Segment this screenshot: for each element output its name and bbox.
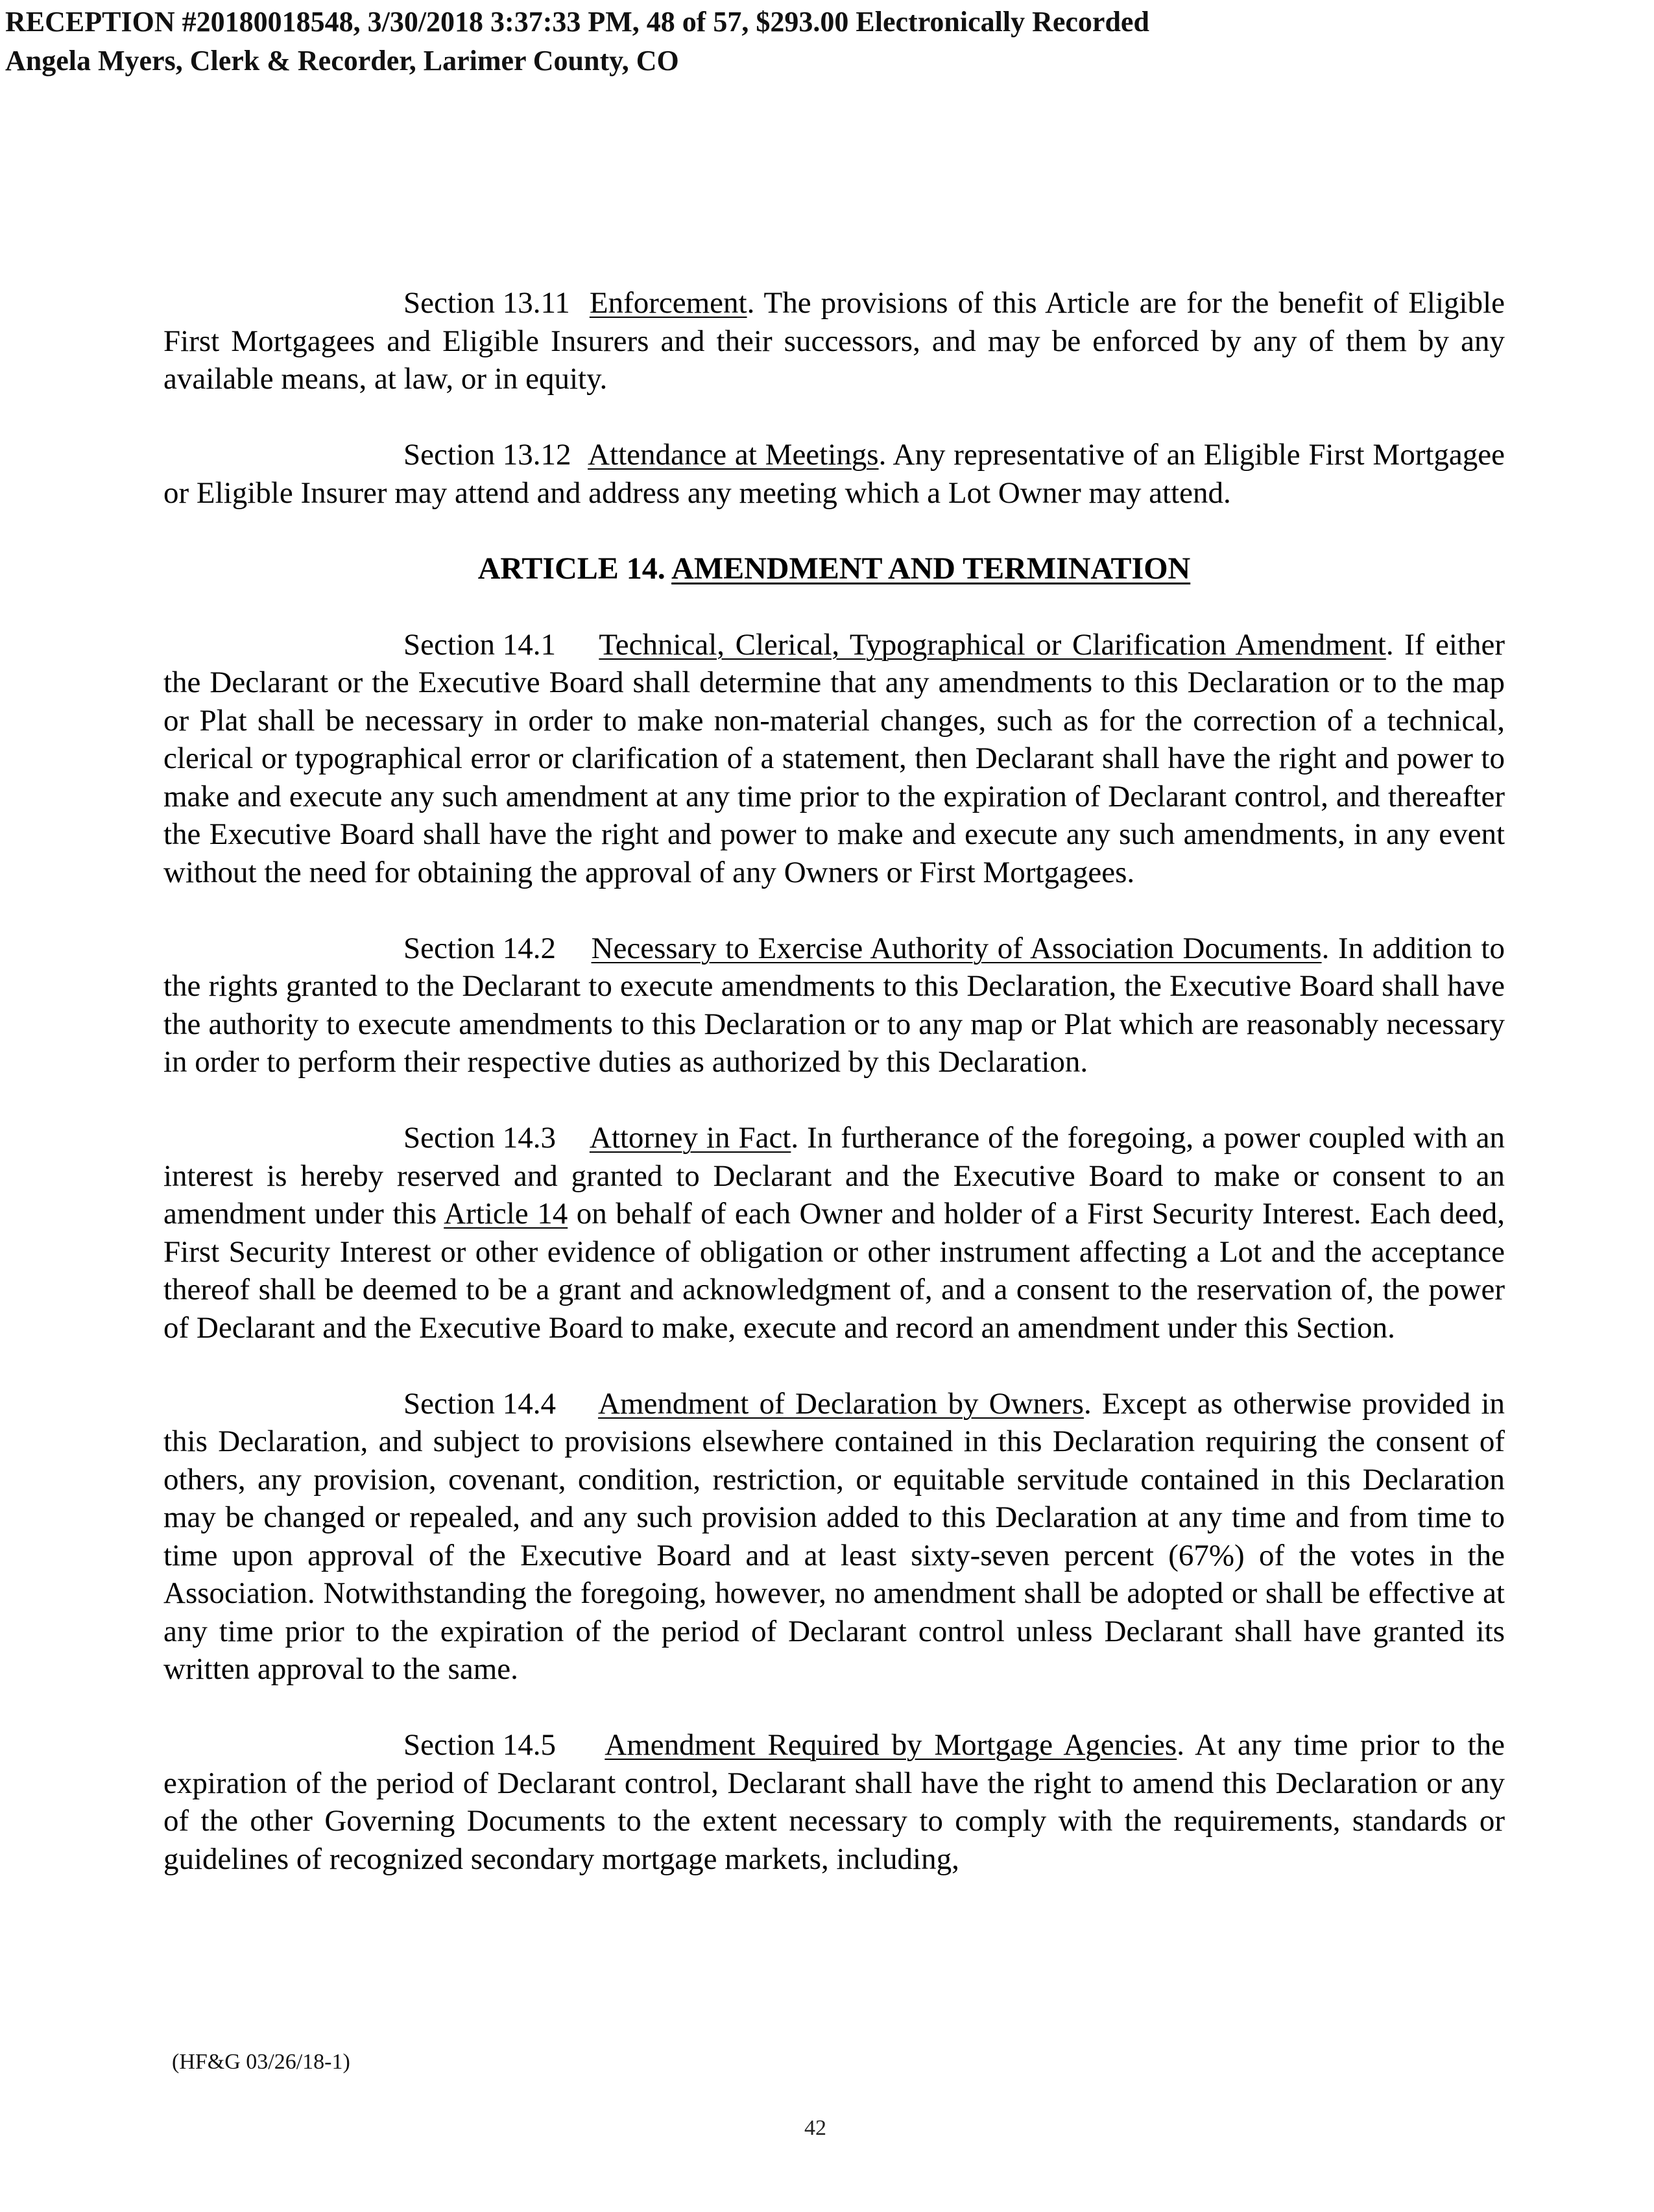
section-number: Section 14.4 xyxy=(403,1386,556,1421)
section-title: Enforcement xyxy=(589,286,747,320)
section-number: Section 14.2 xyxy=(403,931,556,965)
section-number: Section 13.12 xyxy=(403,438,571,472)
section-13-12 xyxy=(163,436,1505,512)
section-text: . Any representative of an Eligible First Mortgagee or Eligible Insurer may attend and address any meeting which a Lot Owner may attend. xyxy=(163,438,1505,510)
article-prefix: ARTICLE 14. xyxy=(477,551,672,586)
section-title: Attorney in Fact xyxy=(589,1121,791,1155)
recording-stamp xyxy=(5,3,1149,80)
recording-stamp-line-2: Angela Myers, Clerk & Recorder, Larimer County, CO xyxy=(5,45,679,77)
page-number: 42 xyxy=(804,2116,826,2140)
section-14-3 xyxy=(163,1119,1505,1347)
section-title: Amendment of Declaration by Owners xyxy=(598,1386,1084,1421)
article-14-heading xyxy=(163,550,1505,588)
section-text: . If either the Declarant or the Executive Board shall determine that any amendments to this Declaration or to the map or Plat shall be necessary in order to make non-material changes, such as for the correction of a technical, clerical or typographical error or clarification of a statement, then Declarant shall have the right and power to make and execute any such amendment at any time prior to the expiration of Declarant control, and thereafter the Executive Board shall have the right and power to make and execute any such amendments, in any event without the need for obtaining the approval of any Owners or First Mortgagees. xyxy=(163,627,1505,889)
section-title: Technical, Clerical, Typographical or Clarification Amendment xyxy=(599,627,1386,662)
section-14-2 xyxy=(163,930,1505,1081)
section-text: . In furtherance of the foregoing, a power coupled with an interest is hereby reserved and granted to Declarant and the Executive Board to make or consent to an amendment under this xyxy=(163,1121,1505,1231)
section-14-1 xyxy=(163,626,1505,892)
section-number: Section 14.5 xyxy=(403,1728,556,1762)
section-text: . At any time prior to the expiration of the period of Declarant control, Declarant shall have the right to amend this Declaration or any of the other Governing Documents to the extent necessary to comply with the requirements, standards or guidelines of recognized secondary mortgage markets, including, xyxy=(163,1728,1505,1876)
article-14-cross-reference: Article 14 xyxy=(444,1197,568,1231)
section-number: Section 13.11 xyxy=(403,286,570,320)
section-title: Attendance at Meetings xyxy=(588,438,879,472)
section-number: Section 14.3 xyxy=(403,1121,556,1155)
section-text: . Except as otherwise provided in this Declaration, and subject to provisions elsewhere contained in this Declaration requiring the consent of others, any provision, covenant, condition, restriction, or equitable servitude contained in this Declaration may be changed or repealed, and any such provision added to this Declaration at any time and from time to time upon approval of the Executive Board and at least sixty-seven percent (67%) of the votes in the Association. Notwithstanding the foregoing, however, no amendment shall be adopted or shall be effective at any time prior to the expiration of the period of Declarant control unless Declarant shall have granted its written approval to the same. xyxy=(163,1386,1505,1686)
section-text-continued: on behalf of each Owner and holder of a First Security Interest. Each deed, First Security Interest or other evidence of obligation or other instrument affecting a Lot and the acceptance thereof shall be deemed to be a grant and acknowledgment of, and a consent to the reservation of, the power of Declarant and the Executive Board to make, execute and record an amendment under this Section. xyxy=(163,1197,1505,1345)
document-body xyxy=(163,284,1505,1916)
section-number: Section 14.1 xyxy=(403,627,556,662)
section-14-5 xyxy=(163,1726,1505,1878)
section-text: . In addition to the rights granted to the Declarant to execute amendments to this Declaration, the Executive Board shall have the authority to execute amendments to this Declaration or to any map or Plat which are reasonably necessary in order to perform their respective duties as authorized by this Declaration. xyxy=(163,931,1505,1079)
section-13-11 xyxy=(163,284,1505,398)
section-text: . The provisions of this Article are for the benefit of Eligible First Mortgagees and Eligible Insurers and their successors, and may be enforced by any of them by any available means, at law, or in equity. xyxy=(163,286,1505,396)
section-title: Amendment Required by Mortgage Agencies xyxy=(605,1728,1177,1762)
article-title: AMENDMENT AND TERMINATION xyxy=(671,551,1191,586)
section-title: Necessary to Exercise Authority of Association Documents xyxy=(591,931,1322,965)
recording-stamp-line-1: RECEPTION #20180018548, 3/30/2018 3:37:33 PM, 48 of 57, $293.00 Electronically Recorded xyxy=(5,6,1149,38)
section-14-4 xyxy=(163,1385,1505,1689)
document-code: (HF&G 03/26/18-1) xyxy=(172,2050,350,2074)
